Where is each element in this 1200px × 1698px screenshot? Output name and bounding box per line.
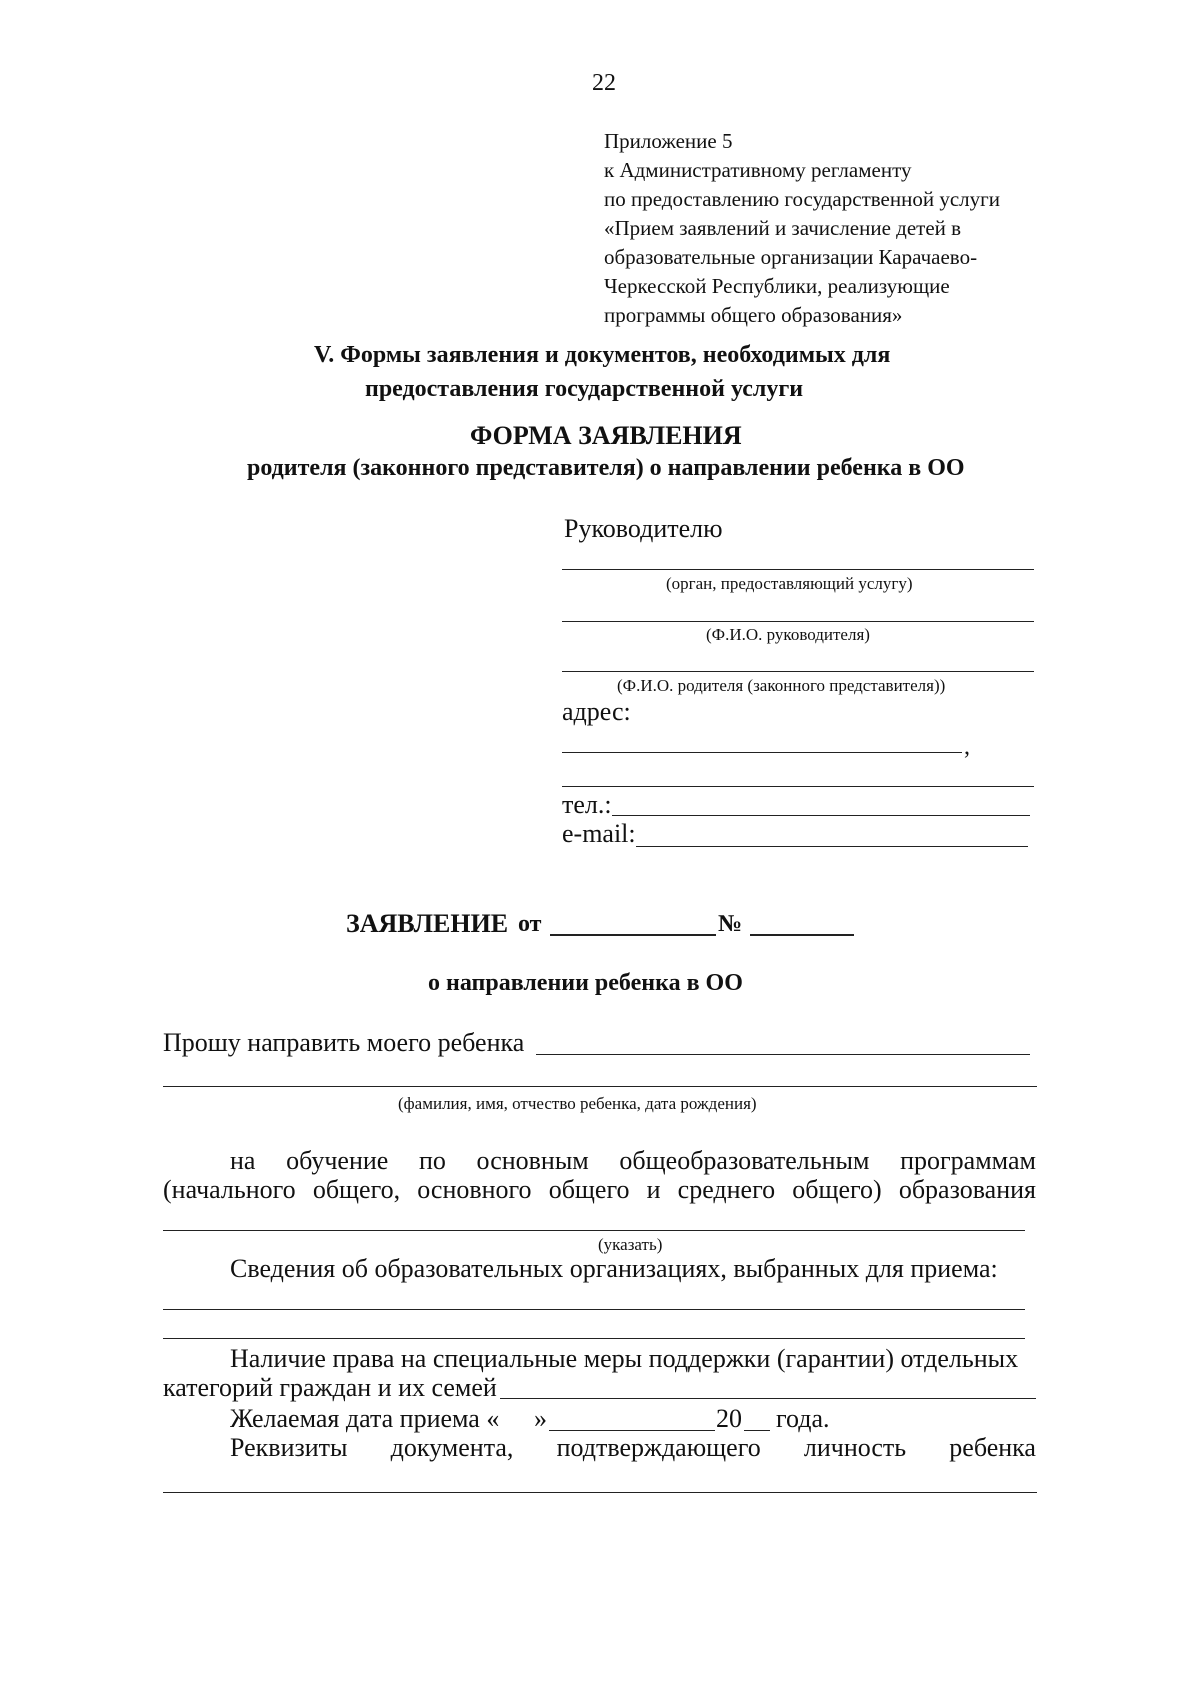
word: общеобразовательным (619, 1146, 870, 1175)
parent-name-hint: (Ф.И.О. родителя (законного представителя)) (617, 676, 946, 695)
email-label: e-mail: (562, 819, 636, 848)
addressee-label: Руководителю (564, 514, 723, 543)
word: документа, (390, 1433, 514, 1462)
address-label: адрес: (562, 697, 631, 726)
parent-name-field[interactable] (562, 671, 1034, 672)
word: основным (476, 1146, 589, 1175)
appendix-block (604, 127, 1000, 330)
child-name-field[interactable] (536, 1054, 1030, 1055)
word: Реквизиты (230, 1433, 348, 1462)
program-line-1 (230, 1146, 1036, 1176)
word: программам (900, 1146, 1036, 1175)
appendix-line: по предоставлению государственной услуги (604, 187, 1000, 211)
date-year-field[interactable] (744, 1430, 770, 1431)
word: и (646, 1175, 661, 1204)
head-name-field[interactable] (562, 621, 1034, 622)
word: общего (548, 1175, 630, 1204)
statement-subtitle: о направлении ребенка в ОО (428, 970, 743, 996)
word: подтверждающего (556, 1433, 761, 1462)
statement-title: ЗАЯВЛЕНИЕ (346, 909, 509, 938)
word: среднего (677, 1175, 776, 1204)
word: личность (803, 1433, 907, 1462)
program-line-2 (163, 1175, 1036, 1205)
appendix-line: образовательные организации Карачаево- (604, 245, 978, 269)
word: (начального (163, 1175, 296, 1204)
orgs-field-1[interactable] (163, 1309, 1025, 1310)
appendix-line: Приложение 5 (604, 129, 733, 153)
specify-hint: (указать) (598, 1235, 663, 1254)
address-field-2[interactable] (562, 786, 1034, 787)
date-label: Желаемая дата приема « (230, 1404, 500, 1433)
date-year-suffix: года. (776, 1404, 830, 1433)
word: общего) (792, 1175, 882, 1204)
word: ребенка (949, 1433, 1036, 1462)
statement-from: от (518, 911, 542, 937)
head-name-hint: (Ф.И.О. руководителя) (706, 625, 870, 644)
support-text-line-2: категорий граждан и их семей (163, 1373, 497, 1402)
org-field[interactable] (562, 569, 1034, 570)
request-text: Прошу направить моего ребенка (163, 1028, 525, 1057)
page-number: 22 (592, 70, 616, 96)
program-field[interactable] (163, 1230, 1025, 1231)
word: на (230, 1146, 256, 1175)
statement-date-field[interactable] (550, 934, 716, 936)
statement-number-sign: № (718, 911, 743, 937)
form-subtitle: родителя (законного представителя) о направлении ребенка в ОО (247, 455, 965, 481)
child-name-field-2[interactable] (163, 1086, 1037, 1087)
appendix-line: программы общего образования» (604, 303, 903, 327)
appendix-line: «Прием заявлений и зачисление детей в (604, 216, 962, 240)
child-name-hint: (фамилия, имя, отчество ребенка, дата рождения) (398, 1094, 757, 1113)
appendix-line: к Административному регламенту (604, 158, 912, 182)
address-comma: , (964, 734, 970, 760)
section-title-line-2: предоставления государственной услуги (365, 376, 804, 402)
phone-field[interactable] (612, 815, 1030, 816)
email-field[interactable] (636, 846, 1028, 847)
appendix-line: Черкесской Республики, реализующие (604, 274, 950, 298)
statement-number-field[interactable] (750, 934, 854, 936)
word: основного (417, 1175, 532, 1204)
org-hint: (орган, предоставляющий услугу) (666, 574, 913, 593)
orgs-info-text: Сведения об образовательных организациях, выбранных для приема: (230, 1254, 998, 1283)
doc-details-line (230, 1433, 1036, 1463)
date-year-prefix: 20 (716, 1404, 742, 1433)
form-title: ФОРМА ЗАЯВЛЕНИЯ (470, 421, 742, 450)
section-title-line-1: V. Формы заявления и документов, необходимых для (314, 342, 891, 368)
orgs-field-2[interactable] (163, 1338, 1025, 1339)
address-field-1[interactable] (562, 752, 962, 753)
word: общего, (312, 1175, 401, 1204)
date-month-field[interactable] (549, 1430, 715, 1431)
word: образования (898, 1175, 1036, 1204)
support-field[interactable] (500, 1398, 1036, 1399)
doc-details-field[interactable] (163, 1492, 1037, 1493)
date-quote-close: » (534, 1404, 547, 1433)
phone-label: тел.: (562, 790, 612, 819)
support-text-line-1: Наличие права на специальные меры поддержки (гарантии) отдельных (230, 1344, 1019, 1373)
word: обучение (286, 1146, 389, 1175)
word: по (418, 1146, 446, 1175)
